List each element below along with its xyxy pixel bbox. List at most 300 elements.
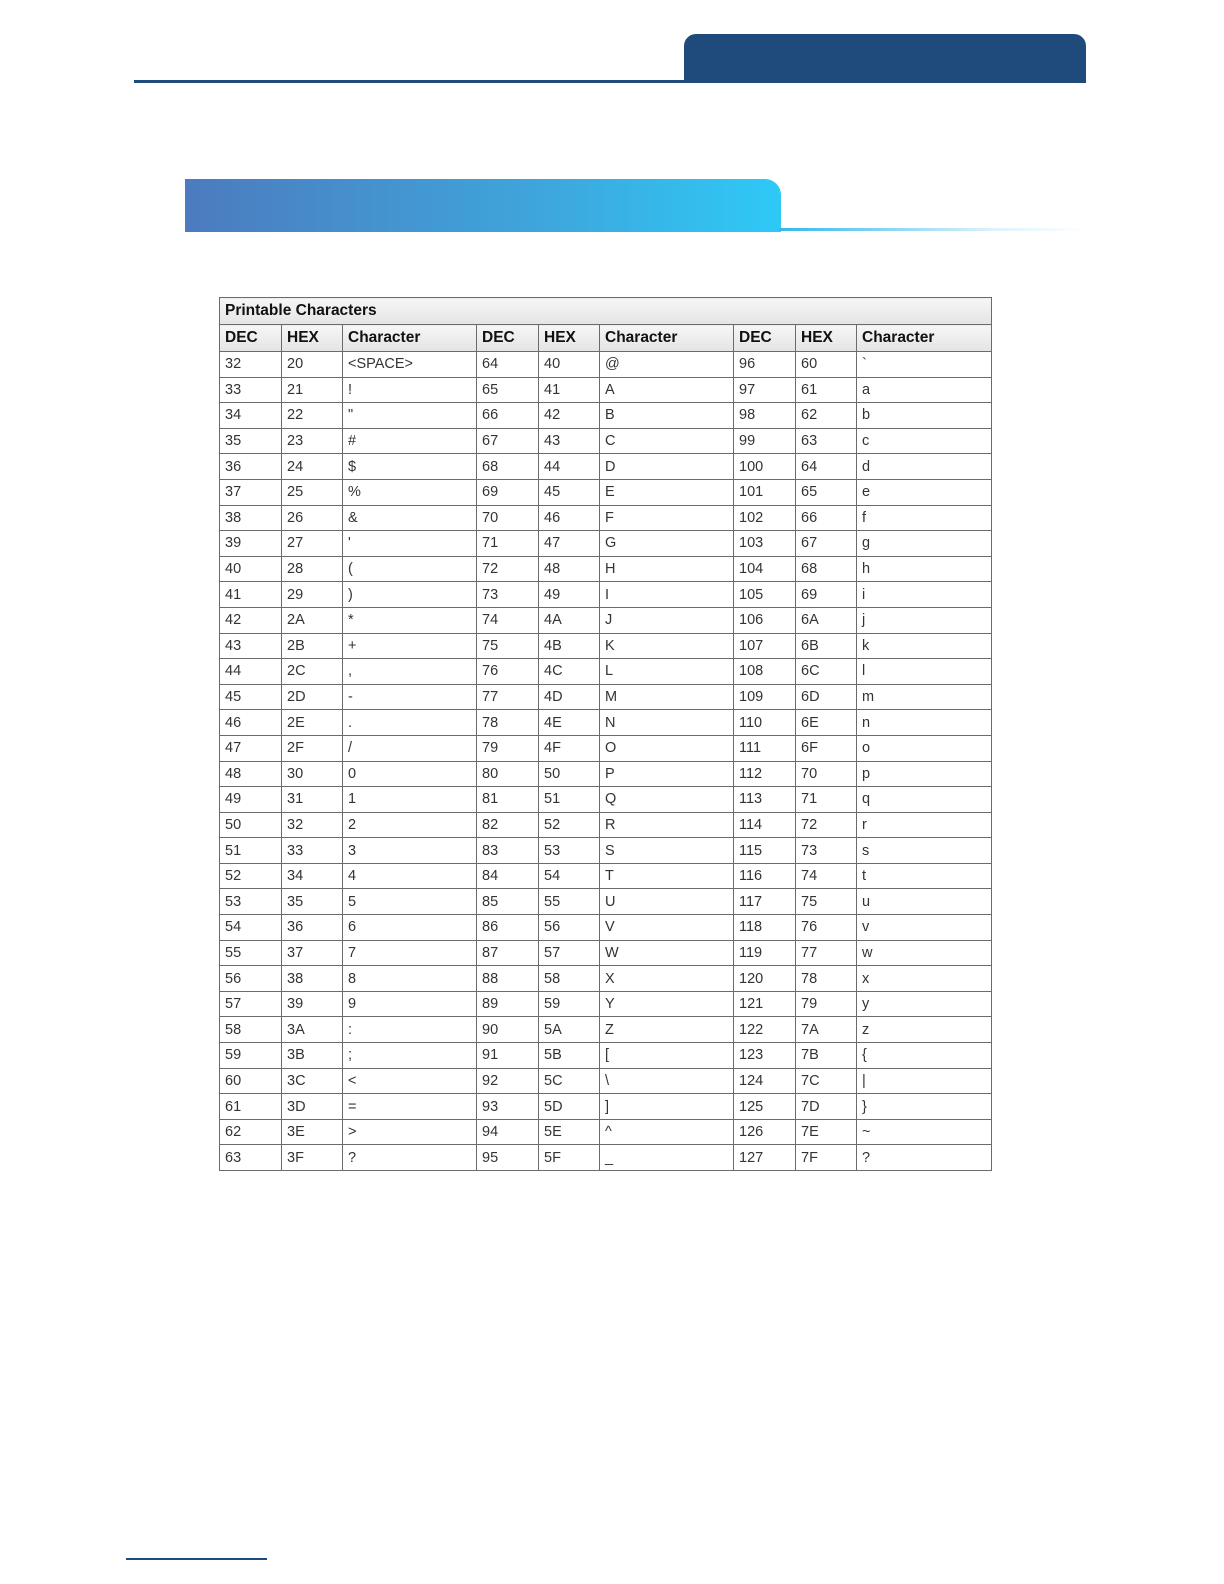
cell-hex: 31 [282,787,343,813]
table-row [220,812,992,838]
cell-char: 4 [343,863,477,889]
cell-dec: 50 [220,812,282,838]
cell-hex: 38 [282,966,343,992]
cell-hex: 53 [539,838,600,864]
cell-hex: 64 [796,454,857,480]
cell-char: [ [600,1043,734,1069]
cell-dec: 76 [477,659,539,685]
cell-char: J [600,607,734,633]
cell-char: K [600,633,734,659]
cell-dec: 62 [220,1119,282,1145]
cell-dec: 108 [734,659,796,685]
section-rule [779,228,1089,231]
cell-char: M [600,684,734,710]
column-header-character: Character [600,325,734,352]
cell-hex: 5A [539,1017,600,1043]
cell-hex: 50 [539,761,600,787]
cell-dec: 47 [220,735,282,761]
cell-hex: 6C [796,659,857,685]
cell-char: 3 [343,838,477,864]
table-row [220,403,992,429]
table-row [220,1068,992,1094]
cell-hex: 2B [282,633,343,659]
cell-dec: 96 [734,352,796,378]
cell-dec: 42 [220,607,282,633]
cell-char: a [857,377,992,403]
cell-hex: 7A [796,1017,857,1043]
cell-hex: 43 [539,428,600,454]
cell-hex: 35 [282,889,343,915]
cell-hex: 2A [282,607,343,633]
cell-char: ' [343,531,477,557]
cell-char: N [600,710,734,736]
cell-char: w [857,940,992,966]
cell-char: ; [343,1043,477,1069]
cell-hex: 55 [539,889,600,915]
cell-hex: 74 [796,863,857,889]
table-row [220,1043,992,1069]
cell-hex: 62 [796,403,857,429]
cell-hex: 3E [282,1119,343,1145]
cell-hex: 63 [796,428,857,454]
cell-dec: 117 [734,889,796,915]
cell-char: _ [600,1145,734,1171]
cell-hex: 6B [796,633,857,659]
cell-dec: 126 [734,1119,796,1145]
cell-char: b [857,403,992,429]
cell-hex: 61 [796,377,857,403]
cell-dec: 91 [477,1043,539,1069]
cell-char: : [343,1017,477,1043]
table-row [220,889,992,915]
cell-dec: 45 [220,684,282,710]
cell-dec: 68 [477,454,539,480]
cell-dec: 99 [734,428,796,454]
cell-hex: 65 [796,479,857,505]
cell-char: 2 [343,812,477,838]
cell-dec: 110 [734,710,796,736]
cell-hex: 2E [282,710,343,736]
cell-hex: 77 [796,940,857,966]
cell-hex: 40 [539,352,600,378]
cell-dec: 58 [220,1017,282,1043]
cell-char: ^ [600,1119,734,1145]
cell-dec: 56 [220,966,282,992]
cell-char: P [600,761,734,787]
cell-dec: 84 [477,863,539,889]
cell-char: @ [600,352,734,378]
cell-char: n [857,710,992,736]
cell-dec: 64 [477,352,539,378]
cell-dec: 72 [477,556,539,582]
cell-hex: 5D [539,1094,600,1120]
cell-dec: 73 [477,582,539,608]
column-header-dec: DEC [220,325,282,352]
cell-char: W [600,940,734,966]
cell-hex: 67 [796,531,857,557]
table-row [220,710,992,736]
cell-dec: 101 [734,479,796,505]
cell-dec: 119 [734,940,796,966]
cell-char: q [857,787,992,813]
cell-dec: 53 [220,889,282,915]
cell-char: C [600,428,734,454]
cell-char: T [600,863,734,889]
cell-char: & [343,505,477,531]
table-row [220,479,992,505]
cell-dec: 60 [220,1068,282,1094]
cell-hex: 78 [796,966,857,992]
cell-hex: 32 [282,812,343,838]
cell-dec: 111 [734,735,796,761]
cell-char: * [343,607,477,633]
cell-dec: 92 [477,1068,539,1094]
cell-hex: 54 [539,863,600,889]
cell-hex: 68 [796,556,857,582]
column-header-character: Character [857,325,992,352]
cell-char: 8 [343,966,477,992]
cell-char: 9 [343,991,477,1017]
cell-dec: 82 [477,812,539,838]
cell-char: Y [600,991,734,1017]
cell-char: I [600,582,734,608]
cell-dec: 70 [477,505,539,531]
cell-hex: 4A [539,607,600,633]
cell-dec: 121 [734,991,796,1017]
table-header-row [220,325,992,352]
cell-char: 1 [343,787,477,813]
cell-dec: 104 [734,556,796,582]
ascii-table-container [219,297,991,1171]
cell-dec: 120 [734,966,796,992]
cell-dec: 80 [477,761,539,787]
cell-char: v [857,915,992,941]
cell-hex: 20 [282,352,343,378]
cell-hex: 69 [796,582,857,608]
cell-char: ! [343,377,477,403]
cell-dec: 124 [734,1068,796,1094]
cell-char: E [600,479,734,505]
cell-char: p [857,761,992,787]
cell-dec: 109 [734,684,796,710]
cell-hex: 5C [539,1068,600,1094]
cell-hex: 7F [796,1145,857,1171]
cell-char: ~ [857,1119,992,1145]
cell-dec: 71 [477,531,539,557]
cell-hex: 28 [282,556,343,582]
cell-hex: 4F [539,735,600,761]
cell-char: $ [343,454,477,480]
cell-hex: 6D [796,684,857,710]
cell-char: \ [600,1068,734,1094]
cell-hex: 33 [282,838,343,864]
footer-rule [126,1558,267,1560]
cell-hex: 57 [539,940,600,966]
cell-dec: 87 [477,940,539,966]
cell-dec: 49 [220,787,282,813]
cell-hex: 76 [796,915,857,941]
cell-hex: 29 [282,582,343,608]
cell-hex: 4C [539,659,600,685]
cell-dec: 125 [734,1094,796,1120]
cell-char: O [600,735,734,761]
cell-char: % [343,479,477,505]
cell-dec: 55 [220,940,282,966]
cell-hex: 60 [796,352,857,378]
table-row [220,735,992,761]
cell-char: l [857,659,992,685]
table-row [220,428,992,454]
table-row [220,633,992,659]
cell-hex: 79 [796,991,857,1017]
cell-hex: 3F [282,1145,343,1171]
table-row [220,1017,992,1043]
cell-dec: 115 [734,838,796,864]
cell-hex: 37 [282,940,343,966]
table-body [220,352,992,1171]
cell-dec: 88 [477,966,539,992]
cell-hex: 71 [796,787,857,813]
cell-hex: 7C [796,1068,857,1094]
cell-dec: 34 [220,403,282,429]
cell-hex: 30 [282,761,343,787]
cell-hex: 46 [539,505,600,531]
cell-char: V [600,915,734,941]
cell-hex: 23 [282,428,343,454]
cell-hex: 4B [539,633,600,659]
cell-hex: 66 [796,505,857,531]
cell-char: Z [600,1017,734,1043]
table-row [220,531,992,557]
cell-char: ` [857,352,992,378]
cell-char: { [857,1043,992,1069]
cell-char: ( [343,556,477,582]
table-row [220,863,992,889]
cell-char: m [857,684,992,710]
cell-hex: 2D [282,684,343,710]
cell-dec: 105 [734,582,796,608]
cell-dec: 35 [220,428,282,454]
table-row [220,607,992,633]
cell-dec: 65 [477,377,539,403]
cell-char: j [857,607,992,633]
cell-char: h [857,556,992,582]
cell-hex: 7E [796,1119,857,1145]
cell-dec: 86 [477,915,539,941]
cell-dec: 75 [477,633,539,659]
cell-dec: 95 [477,1145,539,1171]
table-title-row [220,298,992,325]
cell-dec: 67 [477,428,539,454]
cell-dec: 43 [220,633,282,659]
cell-hex: 58 [539,966,600,992]
cell-char: S [600,838,734,864]
cell-char: o [857,735,992,761]
cell-dec: 123 [734,1043,796,1069]
cell-dec: 112 [734,761,796,787]
cell-dec: 33 [220,377,282,403]
cell-hex: 44 [539,454,600,480]
cell-char: k [857,633,992,659]
cell-char: g [857,531,992,557]
cell-dec: 81 [477,787,539,813]
cell-char: A [600,377,734,403]
cell-hex: 22 [282,403,343,429]
table-row [220,761,992,787]
cell-char: ? [857,1145,992,1171]
cell-char: ? [343,1145,477,1171]
cell-dec: 52 [220,863,282,889]
cell-dec: 51 [220,838,282,864]
cell-dec: 36 [220,454,282,480]
table-row [220,838,992,864]
cell-hex: 47 [539,531,600,557]
cell-dec: 77 [477,684,539,710]
cell-dec: 94 [477,1119,539,1145]
cell-char: , [343,659,477,685]
cell-hex: 3A [282,1017,343,1043]
cell-dec: 32 [220,352,282,378]
cell-dec: 127 [734,1145,796,1171]
cell-dec: 103 [734,531,796,557]
cell-dec: 79 [477,735,539,761]
cell-hex: 42 [539,403,600,429]
cell-hex: 73 [796,838,857,864]
cell-dec: 85 [477,889,539,915]
cell-hex: 5E [539,1119,600,1145]
cell-dec: 89 [477,991,539,1017]
cell-dec: 61 [220,1094,282,1120]
cell-char: " [343,403,477,429]
cell-hex: 52 [539,812,600,838]
cell-dec: 39 [220,531,282,557]
cell-char: = [343,1094,477,1120]
cell-hex: 75 [796,889,857,915]
cell-char: D [600,454,734,480]
cell-hex: 59 [539,991,600,1017]
cell-dec: 116 [734,863,796,889]
cell-char: X [600,966,734,992]
cell-hex: 72 [796,812,857,838]
cell-dec: 37 [220,479,282,505]
cell-hex: 4D [539,684,600,710]
cell-char: L [600,659,734,685]
cell-hex: 6F [796,735,857,761]
column-header-hex: HEX [796,325,857,352]
cell-dec: 83 [477,838,539,864]
column-header-hex: HEX [282,325,343,352]
table-row [220,505,992,531]
cell-char: + [343,633,477,659]
cell-dec: 98 [734,403,796,429]
cell-char: x [857,966,992,992]
cell-hex: 3D [282,1094,343,1120]
cell-hex: 51 [539,787,600,813]
cell-char: i [857,582,992,608]
cell-dec: 114 [734,812,796,838]
table-row [220,582,992,608]
cell-hex: 5F [539,1145,600,1171]
cell-char: < [343,1068,477,1094]
cell-hex: 6A [796,607,857,633]
cell-dec: 78 [477,710,539,736]
column-header-hex: HEX [539,325,600,352]
table-row [220,1145,992,1171]
cell-hex: 3C [282,1068,343,1094]
table-title: Printable Characters [220,298,992,325]
cell-char: ] [600,1094,734,1120]
cell-char: | [857,1068,992,1094]
cell-dec: 74 [477,607,539,633]
cell-dec: 69 [477,479,539,505]
cell-hex: 21 [282,377,343,403]
cell-hex: 41 [539,377,600,403]
table-row [220,659,992,685]
cell-dec: 106 [734,607,796,633]
table-row [220,556,992,582]
cell-hex: 2F [282,735,343,761]
table-row [220,684,992,710]
cell-hex: 7D [796,1094,857,1120]
cell-dec: 40 [220,556,282,582]
cell-dec: 100 [734,454,796,480]
cell-char: 0 [343,761,477,787]
cell-hex: 3B [282,1043,343,1069]
table-row [220,787,992,813]
cell-char: / [343,735,477,761]
cell-char: # [343,428,477,454]
cell-hex: 25 [282,479,343,505]
cell-hex: 26 [282,505,343,531]
cell-hex: 24 [282,454,343,480]
cell-dec: 48 [220,761,282,787]
cell-hex: 34 [282,863,343,889]
table-row [220,377,992,403]
cell-char: ) [343,582,477,608]
cell-hex: 4E [539,710,600,736]
cell-char: s [857,838,992,864]
cell-dec: 44 [220,659,282,685]
cell-hex: 48 [539,556,600,582]
table-row [220,1119,992,1145]
cell-dec: 118 [734,915,796,941]
cell-dec: 66 [477,403,539,429]
cell-dec: 59 [220,1043,282,1069]
cell-char: u [857,889,992,915]
cell-hex: 6E [796,710,857,736]
cell-char: c [857,428,992,454]
cell-dec: 122 [734,1017,796,1043]
table-row [220,940,992,966]
column-header-character: Character [343,325,477,352]
cell-hex: 36 [282,915,343,941]
cell-char: } [857,1094,992,1120]
column-header-dec: DEC [734,325,796,352]
cell-char: r [857,812,992,838]
table-row [220,966,992,992]
cell-dec: 107 [734,633,796,659]
cell-char: Q [600,787,734,813]
cell-hex: 56 [539,915,600,941]
cell-dec: 97 [734,377,796,403]
cell-char: e [857,479,992,505]
cell-dec: 38 [220,505,282,531]
cell-char: F [600,505,734,531]
cell-hex: 2C [282,659,343,685]
section-banner [185,179,781,232]
cell-char: t [857,863,992,889]
cell-char: H [600,556,734,582]
